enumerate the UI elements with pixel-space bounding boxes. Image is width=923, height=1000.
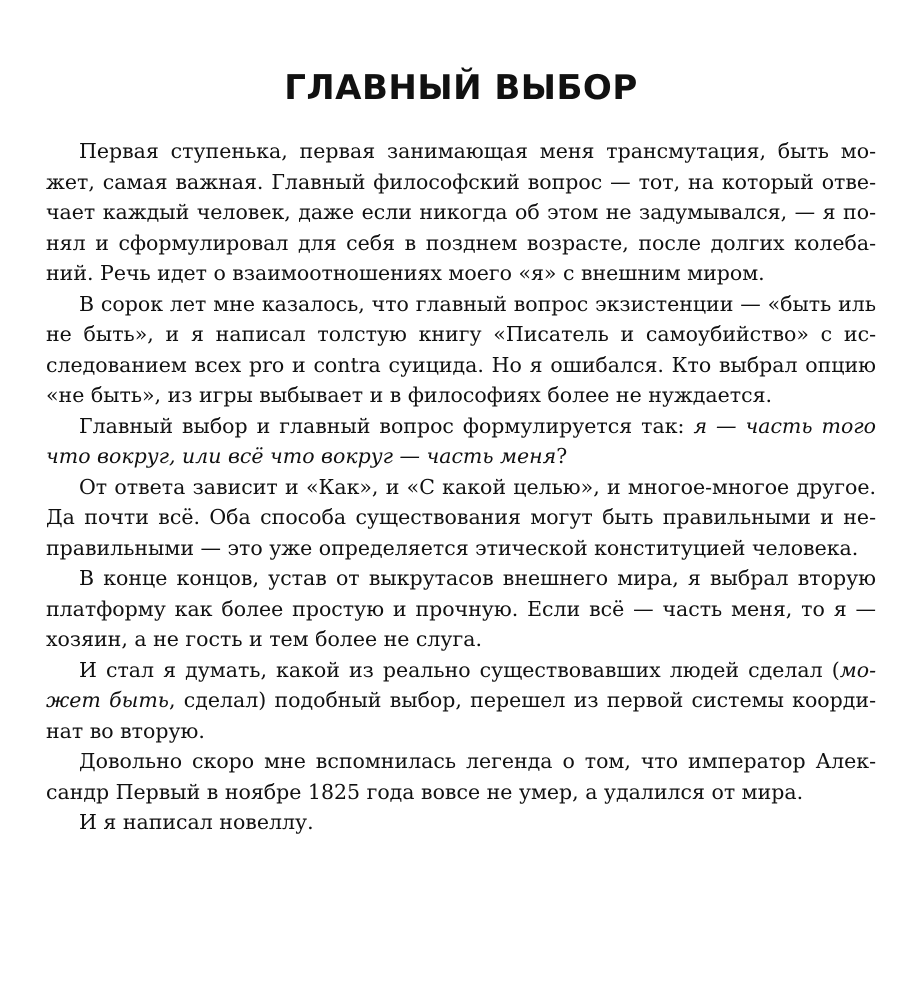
paragraph: Первая ступенька, первая занимающая меня трансмутация, быть может, самая важная. Главный философский вопрос — тот, на который отвечает каждый человек, даже если никогда об этом не задумывался, — я понял и сформулировал для себя в позднем возрасте, после долгих колебаний. Речь идет о взаимоотношениях моего «я» с внешним миром. bbox=[46, 139, 876, 285]
paragraph: От ответа зависит и «Как», и «С какой целью», и многое-многое другое. Да почти всё. Оба способа существования могут быть правильными и неправильными — это уже определяется этической конституцией человека. bbox=[46, 474, 876, 560]
paragraph-text: Главный выбор и главный вопрос формулируется так: bbox=[79, 413, 694, 438]
paragraph-text: ? bbox=[556, 444, 568, 468]
chapter-title: ГЛАВНЫЙ ВЫБОР bbox=[284, 68, 638, 108]
paragraph: В конце концов, устав от выкрутасов внешнего мира, я выбрал вторую платформу как более простую и прочную. Если всё — часть меня, то я — хозяин, а не гость и тем более не слуга. bbox=[46, 566, 876, 651]
page bbox=[46, 58, 876, 838]
italic-phrase: я — часть того что вокруг, или всё что вокруг — часть меня bbox=[46, 413, 876, 468]
italic-phrase: может быть bbox=[46, 657, 876, 712]
paragraph-text: , сделал) подобный выбор, перешел из первой системы координат во вторую. bbox=[46, 688, 876, 743]
paragraph bbox=[46, 655, 876, 747]
body-text bbox=[46, 136, 876, 838]
paragraph: Довольно скоро мне вспомнилась легенда о том, что император Александр Первый в ноябре 1825 года вовсе не умер, а удалился от мира. bbox=[46, 749, 876, 804]
paragraph: В сорок лет мне казалось, что главный вопрос экзистенции — «быть иль не быть», и я написал толстую книгу «Писатель и самоубийство» с исследованием всех pro и contra суицида. Но я ошибался. Кто выбрал опцию «не быть», из игры выбывает и в философиях более не нуждается. bbox=[46, 291, 876, 407]
paragraph bbox=[46, 411, 876, 472]
paragraph-text: И стал я думать, какой из реально существовавших людей сделал ( bbox=[79, 657, 840, 682]
paragraph: И я написал новеллу. bbox=[79, 810, 314, 834]
